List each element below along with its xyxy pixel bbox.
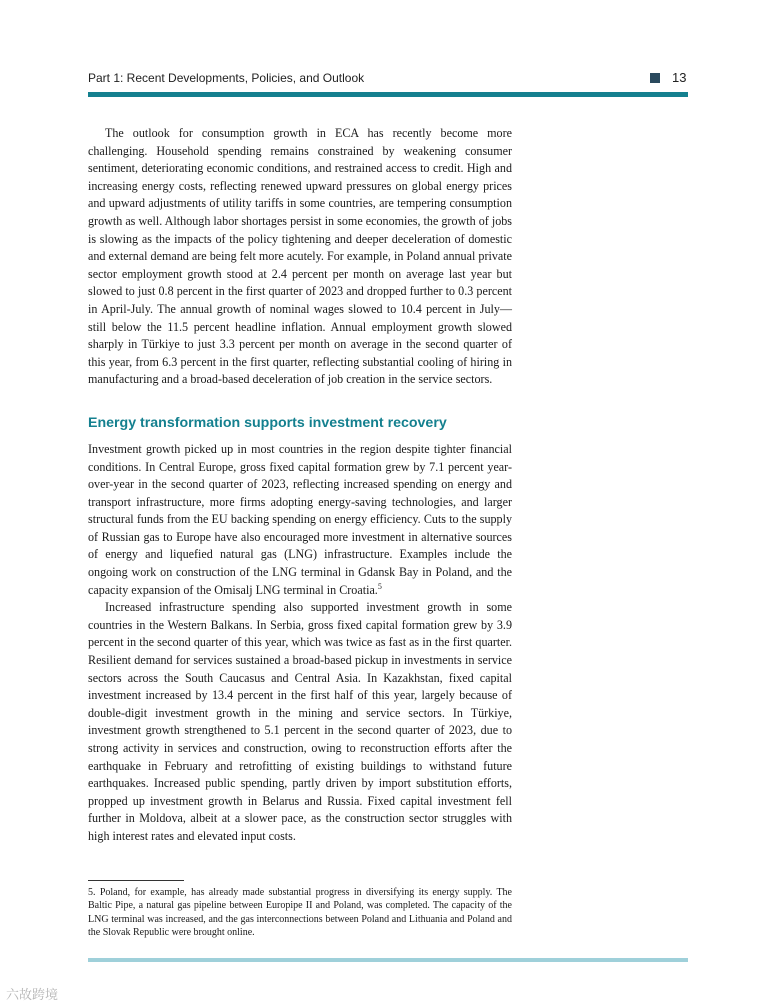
header-rule (88, 92, 688, 97)
watermark-logo: 六故跨境 (6, 988, 59, 1003)
paragraph-consumption-outlook: The outlook for consumption growth in ECA has recently become more challenging. Household spending remains constrained by weakening consumer sentiment, deteriorating economic conditions, and restrained access to credit. High and increasing energy costs, reflecting renewed upward pressures on global energy prices and upward adjustments of utility tariffs in some countries, are tempering consumption growth as well. Although labor shortages persist in some economies, the growth of jobs is slowing as the impacts of the policy tightening and deeper deceleration of domestic and external demand are being felt more acutely. For example, in Poland annual private sector employment growth stood at 2.4 percent per month on average last year but slowed to just 0.8 percent in the first quarter of 2023 and dropped further to 0.3 percent in April-July. The annual growth of nominal wages slowed to 10.4 percent in July—still below the 11.5 percent headline inflation. Annual employment growth slowed sharply in Türkiye to just 3.3 percent per month on average in the second quarter of this year, from 6.3 percent in the first quarter, reflecting substantial cooling of hiring in manufacturing and a broad-based deceleration of job creation in the service sectors. (88, 126, 512, 387)
header-title: Part 1: Recent Developments, Policies, and Outlook (88, 71, 365, 85)
header-square-icon (650, 73, 660, 83)
paragraph-infrastructure-spending: Increased infrastructure spending also supported investment growth in some countries in the Western Balkans. In Serbia, gross fixed capital formation grew by 3.9 percent in the second quarter of this year, which was twice as fast as in the first quarter. Resilient demand for services sustained a broad-based pickup in investments in service sectors across the South Caucasus and Central Asia. In Kazakhstan, fixed capital investment increased by 13.4 percent in the first half of this year, largely because of double-digit investment growth in the mining and service sectors. In Türkiye, investment growth strengthened to 5.1 percent in the second quarter of 2023, due to strong activity in services and construction, owing to reconstruction efforts after the earthquake in February and retrofitting of existing buildings to withstand future earthquakes. Increased public spending, partly driven by import substitution efforts, propped up investment growth in Belarus and Russia. Fixed capital investment fell further in Moldova, albeit at a slower pace, as the construction sector struggles with high interest rates and elevated input costs. (88, 600, 512, 843)
footnote: 5. Poland, for example, has already made substantial progress in diversifying its energy supply. The Baltic Pipe, a natural gas pipeline between Europipe II and Poland, was completed. The capacity of the LNG terminal was increased, and the gas interconnections between Poland and Lithuania and Poland and the Slovak Republic were brought online. (88, 887, 512, 938)
footer-rule (88, 958, 688, 962)
paragraph-text: Investment growth picked up in most countries in the region despite tighter financial conditions. In Central Europe, gross fixed capital formation grew by 7.1 percent year-over-year in the second quarter of 2023, reflecting increased spending on energy and transport infrastructure, more firms adopting energy-saving technologies, and larger structural funds from the EU backing spending on energy efficiency. Cuts to the supply of Russian gas to Europe have also encouraged more investment in alternative sources of energy and liquefied natural gas (LNG) infrastructure. Examples include the ongoing work on construction of the LNG terminal in Gdansk Bay in Poland, and the capacity expansion of the Omisalj LNG terminal in Croatia. (88, 441, 512, 597)
footnote-divider (88, 880, 184, 881)
page-number: 13 (672, 70, 687, 85)
paragraph-investment-growth (88, 441, 512, 599)
footnote-reference[interactable]: 5 (377, 581, 382, 591)
section-heading: Energy transformation supports investment recovery (88, 414, 447, 431)
main-content (88, 125, 512, 846)
